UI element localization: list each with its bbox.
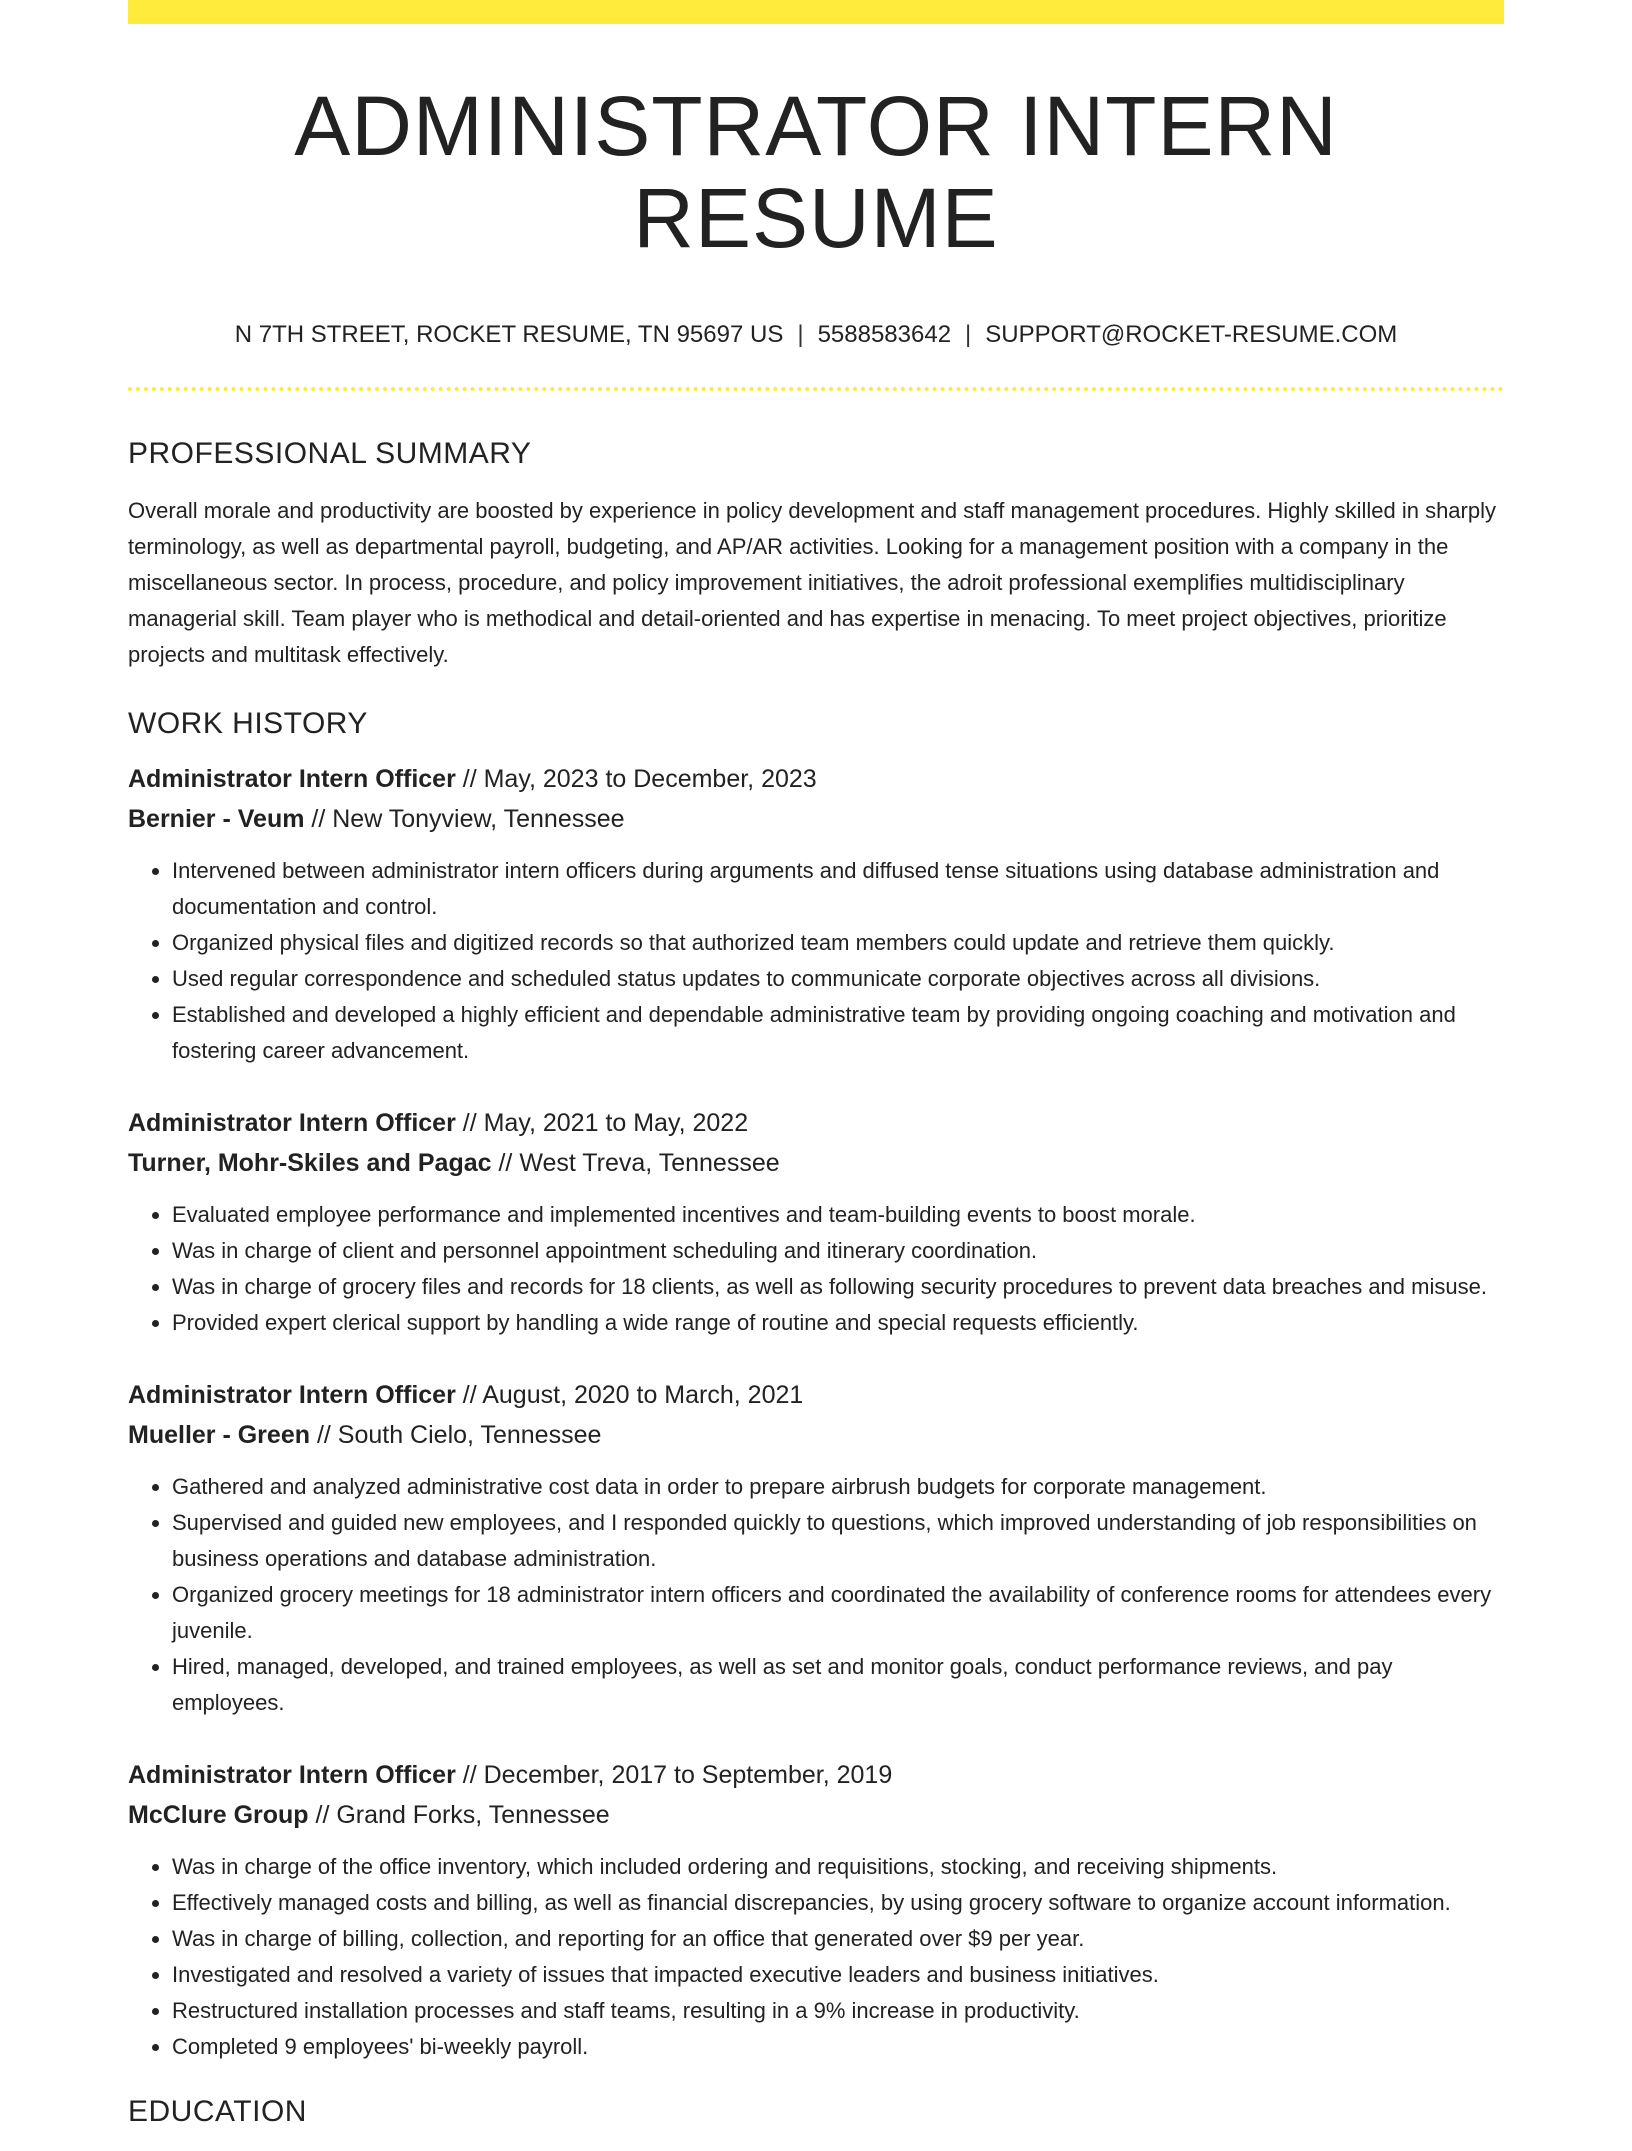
job-bullet: • Used regular correspondence and scheduled status updates to communicate corporate objectives across all divisions. [172,961,1504,997]
accent-top-bar [128,0,1504,24]
summary-heading: PROFESSIONAL SUMMARY [128,436,532,470]
job-bullet: • Provided expert clerical support by handling a wide range of routine and special requests efficiently. [172,1305,1504,1341]
job-bullet-list [128,1469,1504,1721]
job-location: // South Cielo, Tennessee [310,1420,602,1449]
job-title: Administrator Intern Officer [128,1760,456,1789]
job-company-line [128,1795,1504,1835]
job-title-line [128,1375,1504,1415]
job-bullet: • Gathered and analyzed administrative cost data in order to prepare airbrush budgets for corporate management. [172,1469,1504,1505]
job-bullet: • Investigated and resolved a variety of issues that impacted executive leaders and business initiatives. [172,1957,1504,1993]
job-bullet-list [128,1197,1504,1341]
job-location: // West Treva, Tennessee [491,1148,780,1177]
summary-text: Overall morale and productivity are boosted by experience in policy development and staff management procedures. Highly skilled in sharply terminology, as well as departmental payroll, budgeting, and AP/AR activities. Looking for a management position with a company in the miscellaneous sector. In process, procedure, and policy improvement initiatives, the adroit professional exemplifies multidisciplinary managerial skill. Team player who is methodical and detail-oriented and has expertise in menacing. To meet project objectives, prioritize projects and multitask effectively. [128,497,1496,667]
job-dates: // May, 2023 to December, 2023 [455,764,817,793]
contact-email: SUPPORT@ROCKET-RESUME.COM [985,320,1398,348]
job-bullet: • Organized physical files and digitized records so that authorized team members could update and retrieve them quickly. [172,925,1504,961]
resume-title: ADMINISTRATOR INTERN RESUME [294,79,1338,266]
job-title-line [128,1755,1504,1795]
job-bullet: • Hired, managed, developed, and trained employees, as well as set and monitor goals, conduct performance reviews, and pay employees. [172,1649,1504,1721]
job-location: // New Tonyview, Tennessee [304,804,625,833]
job-location: // Grand Forks, Tennessee [308,1800,610,1829]
job-company: Bernier - Veum [128,804,305,833]
job-title: Administrator Intern Officer [128,764,456,793]
job-company: Mueller - Green [128,1420,310,1449]
job-dates: // August, 2020 to March, 2021 [455,1380,804,1409]
job-title-line [128,759,1504,799]
job-bullet: • Was in charge of the office inventory, which included ordering and requisitions, stocking, and receiving shipments. [172,1849,1504,1885]
contact-separator: | [965,320,972,348]
resume-page [128,0,1504,2151]
contact-phone: 5588583642 [817,320,952,348]
dotted-divider [128,387,1504,391]
job-bullet: • Was in charge of billing, collection, and reporting for an office that generated over $9 per year. [172,1921,1504,1957]
work-history-list [128,759,1504,2065]
job-entry [128,1755,1504,2065]
job-title: Administrator Intern Officer [128,1380,456,1409]
job-entry [128,1103,1504,1341]
job-bullet: • Was in charge of client and personnel appointment scheduling and itinerary coordination. [172,1233,1504,1269]
job-company-line [128,1143,1504,1183]
work-history-heading: WORK HISTORY [128,706,368,740]
job-entry [128,759,1504,1069]
job-bullet: • Evaluated employee performance and implemented incentives and team-building events to boost morale. [172,1197,1504,1233]
job-title-line [128,1103,1504,1143]
job-bullet: • Organized grocery meetings for 18 administrator intern officers and coordinated the availability of conference rooms for attendees every juvenile. [172,1577,1504,1649]
job-bullet: • Effectively managed costs and billing, as well as financial discrepancies, by using grocery software to organize account information. [172,1885,1504,1921]
job-bullet: • Completed 9 employees' bi-weekly payroll. [172,2029,1504,2065]
job-bullet: • Was in charge of grocery files and records for 18 clients, as well as following security procedures to prevent data breaches and misuse. [172,1269,1504,1305]
job-title: Administrator Intern Officer [128,1108,456,1137]
education-heading: EDUCATION [128,2094,307,2128]
job-company-line [128,1415,1504,1455]
job-bullet: • Supervised and guided new employees, and I responded quickly to questions, which improved understanding of job responsibilities on business operations and database administration. [172,1505,1504,1577]
job-bullet-list [128,1849,1504,2065]
job-company: McClure Group [128,1800,309,1829]
job-bullet-list [128,853,1504,1069]
job-dates: // May, 2021 to May, 2022 [455,1108,749,1137]
job-entry [128,1375,1504,1721]
job-company-line [128,799,1504,839]
job-bullet: • Intervened between administrator intern officers during arguments and diffused tense situations using database administration and documentation and control. [172,853,1504,925]
job-bullet: • Restructured installation processes and staff teams, resulting in a 9% increase in productivity. [172,1993,1504,2029]
job-bullet: • Established and developed a highly efficient and dependable administrative team by providing ongoing coaching and motivation and fostering career advancement. [172,997,1504,1069]
contact-separator: | [797,320,804,348]
contact-line [128,321,1504,349]
job-company: Turner, Mohr-Skiles and Pagac [128,1148,492,1177]
job-dates: // December, 2017 to September, 2019 [455,1760,893,1789]
contact-address: N 7TH STREET, ROCKET RESUME, TN 95697 US [234,320,784,348]
